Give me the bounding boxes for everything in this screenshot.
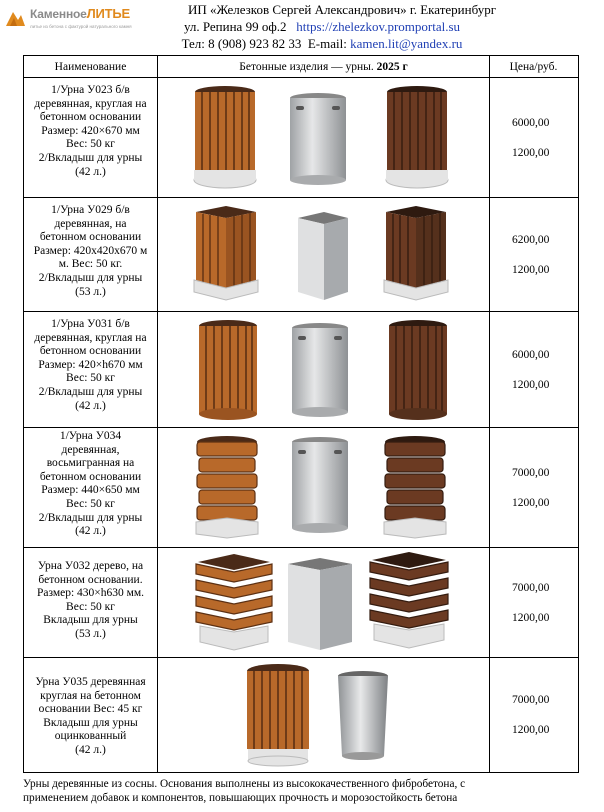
- table-header-row: [24, 56, 578, 78]
- email-label: E-mail:: [307, 36, 347, 51]
- liner-price: 1200,00: [512, 263, 550, 276]
- price-cell: [490, 78, 577, 197]
- round-wood-urn-light: [192, 84, 258, 190]
- round-wood-urn-dark: [386, 318, 450, 422]
- product-description: 1/Урна У023 б/в деревянная, круглая на бетонном основании Размер: 420×670 мм Вес: 50 кг 2/Вкладыш для урны (42 л.): [24, 78, 158, 197]
- site-link[interactable]: https://zhelezkov.promportal.su: [296, 19, 461, 34]
- table-row: [24, 78, 578, 198]
- price-table: [23, 55, 579, 773]
- price-cell: [490, 548, 577, 657]
- urn-price: 6200,00: [512, 233, 550, 246]
- product-images: [158, 312, 490, 427]
- table-row: [24, 658, 578, 772]
- product-images: [158, 658, 490, 772]
- liner-price: 1200,00: [512, 146, 550, 159]
- col-header-items: Бетонные изделия — урны. 2025 г: [158, 56, 490, 77]
- urn-price: 6000,00: [512, 116, 550, 129]
- footer-note: Урны деревянные из сосны. Основания выполнены из высококачественного фибробетона, с применением добавок и компонентов, повышающих прочность и морозостойкость бетона: [23, 778, 466, 804]
- price-cell: [490, 658, 577, 772]
- price-cell: [490, 428, 577, 547]
- logo-wordmark: КаменноеЛИТЬЕ: [30, 6, 131, 21]
- steel-liner-square: [294, 210, 352, 304]
- letterhead: [0, 0, 604, 56]
- stone-logo-icon: [4, 6, 26, 28]
- product-description: 1/Урна У031 б/в деревянная, круглая на бетонном основании Размер: 420×h670 мм Вес: 50 кг 2/Вкладыш для урны (42 л.): [24, 312, 158, 427]
- slatted-wood-urn-light: [194, 552, 274, 654]
- liner-price: 1200,00: [512, 378, 550, 391]
- table-row: [24, 312, 578, 428]
- table-row: [24, 428, 578, 548]
- liner-price: 1200,00: [512, 611, 550, 624]
- liner-price: 1200,00: [512, 724, 550, 736]
- steel-liner-round: [290, 436, 350, 536]
- product-description: 1/Урна У029 б/в деревянная, на бетонном основании Размер: 420х420х670 м м. Вес: 50 кг. 2/Вкладыш для урны (53 л.): [24, 198, 158, 311]
- square-wood-urn-dark: [380, 204, 452, 304]
- product-description: Урна У035 деревянная круглая на бетонном основании Вес: 45 кг Вкладыш для урны оцинкованный (42 л.): [24, 658, 158, 772]
- square-wood-urn-light: [190, 204, 262, 304]
- steel-liner-square: [284, 556, 356, 654]
- urn-price: 7000,00: [512, 694, 550, 706]
- steel-liner-round: [290, 322, 350, 420]
- address-line: [60, 19, 584, 35]
- urn-price: 6000,00: [512, 348, 550, 361]
- urn-price: 7000,00: [512, 466, 550, 479]
- col-header-price: Цена/руб.: [509, 60, 558, 73]
- round-wood-urn-dark: [384, 84, 450, 190]
- steel-liner-round: [288, 92, 348, 188]
- product-images: [158, 548, 490, 657]
- product-description: 1/Урна У034 деревянная, восьмигранная на бетонном основании Размер: 440×650 мм Вес: 50 кг 2/Вкладыш для урны (42 л.): [24, 428, 158, 547]
- round-wood-urn-light: [196, 318, 260, 422]
- octagonal-wood-urn-light: [192, 434, 262, 542]
- price-cell: [490, 198, 577, 311]
- round-wood-urn-light: [244, 662, 312, 768]
- product-description: Урна У032 дерево, на бетонном основании. Размер: 430×h630 мм. Вес: 50 кг Вкладыш для урны (53 л.): [24, 548, 158, 657]
- table-row: [24, 548, 578, 658]
- logo-tagline: литье из бетона с фактурой натурального камня: [30, 24, 132, 29]
- contact-line: [60, 36, 584, 52]
- liner-price: 1200,00: [512, 496, 550, 509]
- email-link[interactable]: kamen.lit@yandex.ru: [350, 36, 463, 51]
- phone: Тел: 8 (908) 923 82 33: [181, 36, 302, 51]
- col-header-name: Наименование: [24, 56, 158, 77]
- product-images: [158, 198, 490, 311]
- table-row: [24, 198, 578, 312]
- product-images: [158, 428, 490, 547]
- urn-price: 7000,00: [512, 581, 550, 594]
- company-name: ИП «Железков Сергей Александрович» г. Екатеринбург: [187, 2, 497, 17]
- product-images: [158, 78, 490, 197]
- slatted-wood-urn-dark: [368, 550, 450, 654]
- price-cell: [490, 312, 577, 427]
- octagonal-wood-urn-dark: [380, 434, 450, 542]
- galvanized-liner-round: [336, 670, 390, 764]
- address: ул. Репина 99 оф.2: [183, 19, 287, 34]
